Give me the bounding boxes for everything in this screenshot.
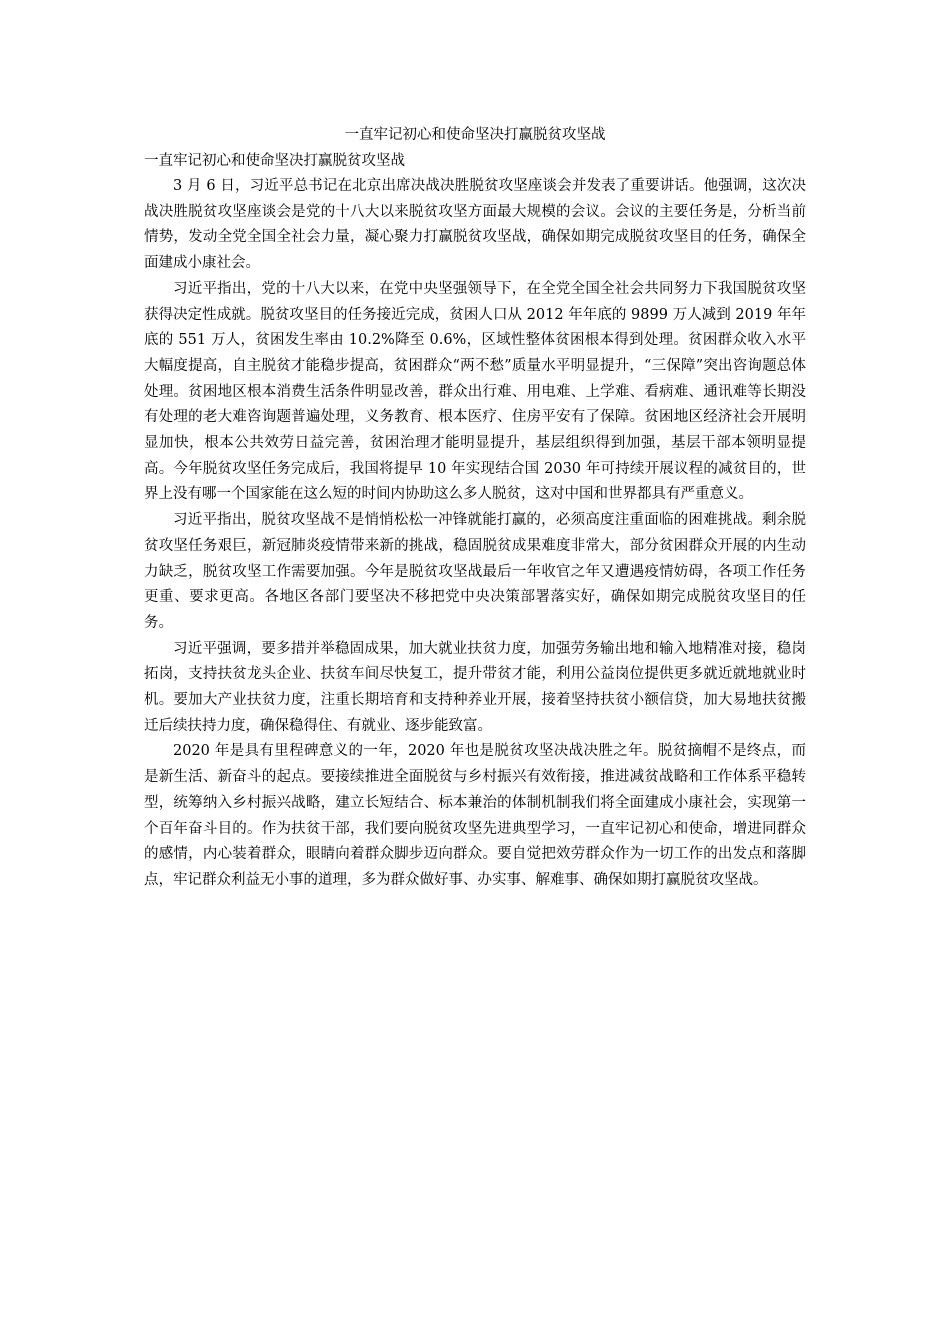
- paragraph: 习近平指出，脱贫攻坚战不是悄悄松松一冲锋就能打赢的，必须高度注重面临的困难挑战。剩余脱贫攻坚任务艰巨，新冠肺炎疫情带来新的挑战，稳固脱贫成果难度非常大，部分贫困群众开展的内生动力缺乏，脱贫攻坚工作需要加强。今年是脱贫攻坚战最后一年收官之年又遭遇疫情妨碍，各项工作任务更重、要求更高。各地区各部门要坚决不移把党中央决策部署落实好，确保如期完成脱贫攻坚目的任务。: [144, 512, 806, 631]
- document-subtitle: 一直牢记初心和使命坚决打赢脱贫攻坚战: [144, 153, 405, 169]
- paragraph: 习近平强调，要多措并举稳固成果，加大就业扶贫力度，加强劳务输出地和输入地精准对接，稳岗拓岗，支持扶贫龙头企业、扶贫车间尽快复工，提升带贫才能，利用公益岗位提供更多就近就地就业时机。要加大产业扶贫力度，注重长期培育和支持种养业开展，接着坚持扶贫小额信贷，加大易地扶贫搬迁后续扶持力度，确保稳得住、有就业、逐步能致富。: [144, 640, 806, 734]
- document-page: [144, 122, 806, 894]
- paragraph: 2020 年是具有里程碑意义的一年，2020 年也是脱贫攻坚决战决胜之年。脱贫摘帽不是终点，而是新生活、新奋斗的起点。要接续推进全面脱贫与乡村振兴有效衔接，推进减贫战略和工作体系平稳转型，统筹纳入乡村振兴战略，建立长短结合、标本兼治的体制机制我们将全面建成小康社会，实现第一个百年奋斗目的。作为扶贫干部，我们要向脱贫攻坚先进典型学习，一直牢记初心和使命，增进同群众的感情，内心装着群众，眼睛向着群众脚步迈向群众。要自觉把效劳群众作为一切工作的出发点和落脚点，牢记群众利益无小事的道理，多为群众做好事、办实事、解难事、确保如期打赢脱贫攻坚战。: [144, 743, 806, 888]
- paragraph: 习近平指出，党的十八大以来，在党中央坚强领导下，在全党全国全社会共同努力下我国脱贫攻坚获得决定性成就。脱贫攻坚目的任务接近完成，贫困人口从 2012 年年底的 9899 万人减到 2019 年年底的 551 万人，贫困发生率由 10.2%降至 0.6%，区域性整体贫困根本得到处理。贫困群众收入水平大幅度提高，自主脱贫才能稳步提高，贫困群众“两不愁”质量水平明显提升，“三保障”突出咨询题总体处理。贫困地区根本消费生活条件明显改善，群众出行难、用电难、上学难、看病难、通讯难等长期没有处理的老大难咨询题普遍处理，义务教育、根本医疗、住房平安有了保障。贫困地区经济社会开展明显加快，根本公共效劳日益完善，贫困治理才能明显提升，基层组织得到加强，基层干部本领明显提高。今年脱贫攻坚任务完成后，我国将提早 10 年实现结合国 2030 年可持续开展议程的减贫目的，世界上没有哪一个国家能在这么短的时间内协助这么多人脱贫，这对中国和世界都具有严重意义。: [144, 280, 806, 503]
- document-title: 一直牢记初心和使命坚决打赢脱贫攻坚战: [344, 127, 606, 143]
- paragraph: 3 月 6 日，习近平总书记在北京出席决战决胜脱贫攻坚座谈会并发表了重要讲话。他强调，这次决战决胜脱贫攻坚座谈会是党的十八大以来脱贫攻坚方面最大规模的会议。会议的主要任务是，分析当前情势，发动全党全国全社会力量，凝心聚力打赢脱贫攻坚战，确保如期完成脱贫攻坚目的任务，确保全面建成小康社会。: [144, 178, 806, 272]
